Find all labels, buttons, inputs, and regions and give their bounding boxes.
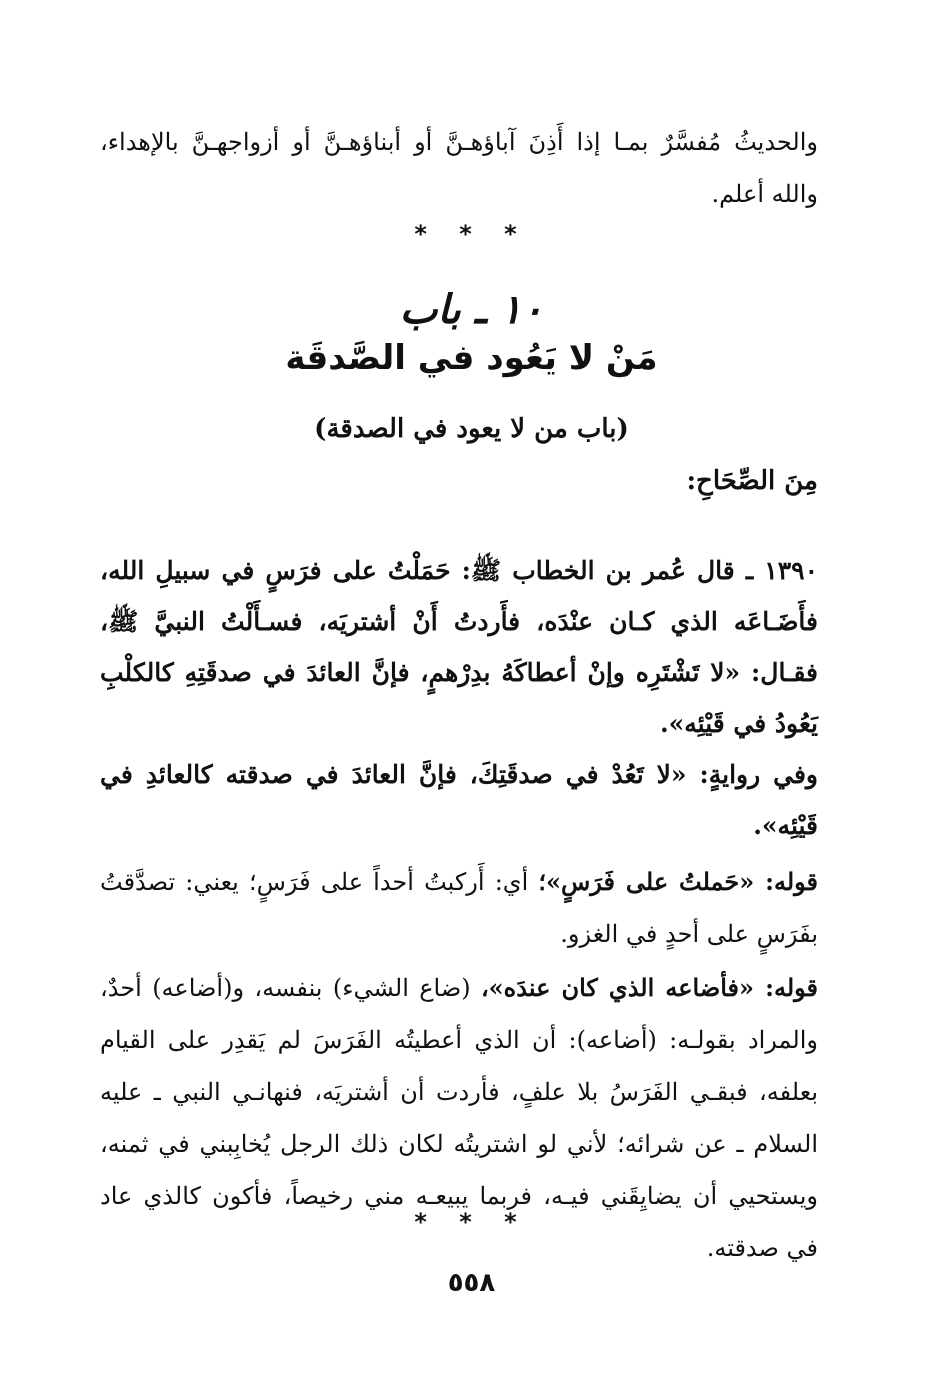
commentary-paragraph-1 — [100, 856, 818, 960]
hadith-paragraph: ١٣٩٠ ـ قال عُمر بن الخطاب ﷺ: حَمَلْتُ على فرَسٍ في سبيلِ الله، فأَضَـاعَه الذي كـان عنْدَه، فأَردتُ أَنْ أشتريَه، فسـأَلْتُ النبيَّ ﷺ، فقـال: «لا تَشْتَرِه وإنْ أعطاكَهُ بدِرْهمٍ، فإنَّ العائدَ في صدقَتِهِ كالكلْبِ يَعُودُ في قَيْئِه». — [100, 556, 818, 738]
commentary-quote-2: قوله: «فأضاعه الذي كان عندَه»، — [480, 973, 819, 1002]
commentary-text-1: أي: أَركبتُ أحداً على فَرَسٍ؛ يعني: تصدَّقتُ بفَرَسٍ على أحدٍ في الغزو. — [100, 868, 818, 948]
section-separator-top: * * * — [414, 220, 529, 248]
commentary-text-2: (ضاع الشيء) بنفسه، و(أضاعه) أحدٌ، والمراد بقولـه: (أضاعه): أن الذي أعطيتُه الفَرَسَ لم يَقدِر على القيام بعلفه، فبقـي الفَرَسُ بلا علفٍ، فأردت أن أشتريَه، فنهانـي النبي ـ عليه السلام ـ عن شرائه؛ لأني لو اشتريتُه لكان ذلك الرجل يُخابِبني في ثمنه، ويستحيي أن يضايِقَني فيـه، فربما يبيعـه مني رخيصاً، فأكون كالذي عاد في صدقته. — [100, 974, 818, 1262]
chapter-subheading: (باب من لا يعود في الصدقة) — [314, 414, 629, 444]
commentary-quote-1: قوله: «حَملتُ على فَرَسٍ»؛ — [538, 867, 818, 896]
page-number: ٥٥٨ — [447, 1268, 496, 1298]
section-separator-bottom: * * * — [414, 1208, 529, 1236]
chapter-title: مَنْ لا يَعُود في الصَّدقَة — [285, 338, 658, 378]
opening-paragraph: والحديثُ مُفسَّرٌ بمـا إذا أَذِنَ آباؤهـنَّ أو أبناؤهـنَّ أو أزواجهـنَّ بالإهداء، والله أعلم. — [100, 128, 818, 208]
riwaya-paragraph: وفي روايةٍ: «لا تَعُدْ في صدقَتِكَ، فإنَّ العائدَ في صدقته كالعائدِ في قَيْئِه». — [100, 760, 818, 840]
chapter-number: ١٠ ـ باب — [399, 286, 544, 333]
source-label: مِنَ الصِّحَاحِ: — [686, 466, 818, 496]
